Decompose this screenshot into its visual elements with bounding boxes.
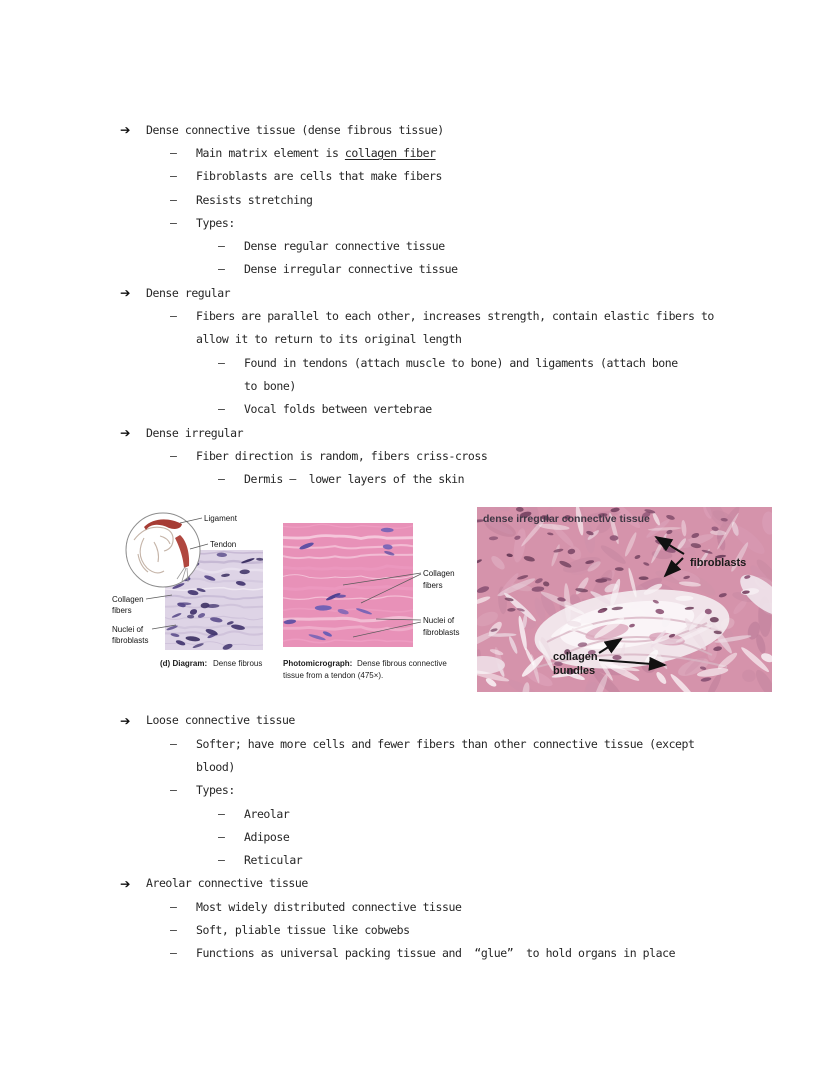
note-text: Types: [196, 783, 235, 798]
note-bullet [170, 211, 828, 234]
note-text: Fibers are parallel to each other, increases strength, contain elastic fibers to [196, 309, 714, 324]
dash-bullet-icon: – [170, 169, 177, 184]
svg-text:bundles: bundles [553, 664, 596, 677]
note-text: Found in tendons (attach muscle to bone) and ligaments (attach bone [244, 355, 678, 370]
arrow-bullet-icon: ➔ [120, 285, 131, 301]
collagen-fibers-label: Collagen [112, 594, 144, 604]
figure-dense-fibrous-diagram [98, 502, 273, 682]
collagen-bundles-label: collagen [553, 650, 598, 663]
note-bullet [170, 779, 828, 802]
note-bullet [170, 328, 828, 351]
note-text: Loose connective tissue [146, 713, 295, 728]
dash-bullet-icon: – [170, 215, 177, 230]
note-bullet [218, 849, 828, 872]
dash-bullet-icon: – [170, 946, 177, 961]
note-text: Soft, pliable tissue like cobwebs [196, 923, 410, 938]
photomicrograph-caption-bold: Photomicrograph: [283, 658, 353, 668]
note-text: Most widely distributed connective tissue [196, 899, 462, 914]
dash-bullet-icon: – [218, 806, 225, 821]
histology-title: dense irregular connective tissue [483, 512, 650, 525]
note-bullet [218, 467, 828, 490]
dash-bullet-icon: – [170, 783, 177, 798]
dash-bullet-icon: – [170, 923, 177, 938]
arrow-bullet-icon: ➔ [120, 425, 131, 440]
note-bullet [170, 141, 828, 164]
note-text: Softer; have more cells and fewer fibers than other connective tissue (except [196, 736, 695, 751]
dash-bullet-icon: – [170, 309, 177, 324]
note-heading [120, 281, 828, 304]
note-text: Dense irregular connective tissue [244, 262, 458, 277]
notes-section-bottom [0, 709, 828, 965]
figure-strip [112, 491, 826, 709]
note-text: blood) [196, 759, 235, 774]
note-text: Vocal folds between vertebrae [244, 402, 432, 417]
collagen-fibers-label: Collagen [423, 568, 455, 578]
note-text: Dense regular connective tissue [244, 239, 445, 254]
note-bullet [170, 895, 828, 918]
arrow-bullet-icon: ➔ [120, 122, 131, 138]
note-bullet [170, 732, 828, 755]
svg-text:fibroblasts: fibroblasts [112, 635, 149, 645]
note-text: allow it to return to its original length [196, 332, 462, 347]
notes-section-top [0, 0, 828, 491]
note-text: Adipose [244, 829, 290, 844]
note-bullet [218, 374, 828, 397]
note-bullet [218, 351, 828, 374]
note-text: Dense connective tissue (dense fibrous tissue) [146, 122, 444, 137]
fibroblasts-label: fibroblasts [690, 556, 747, 569]
note-text: Fiber direction is random, fibers criss-cross [196, 448, 488, 463]
note-text: Main matrix element is collagen fiber [196, 145, 436, 160]
note-text: to bone) [244, 378, 296, 393]
arrow-bullet-icon: ➔ [120, 875, 131, 891]
note-text: Areolar connective tissue [146, 876, 308, 891]
note-text: Dermis – lower layers of the skin [244, 472, 465, 487]
note-bullet [170, 444, 828, 467]
photomicrograph-caption-line2: tissue from a tendon (475×). [283, 670, 384, 680]
note-text: Functions as universal packing tissue and “glue” to hold organs in place [196, 946, 676, 961]
dash-bullet-icon: – [218, 472, 225, 487]
svg-text:fibers: fibers [112, 605, 132, 615]
note-bullet [170, 942, 828, 965]
note-bullet [218, 802, 828, 825]
ligament-label: Ligament [204, 513, 237, 523]
dash-bullet-icon: – [218, 239, 225, 254]
note-bullet [170, 304, 828, 327]
note-bullet [218, 234, 828, 257]
note-text: Dense regular [146, 285, 231, 300]
note-heading [120, 421, 828, 444]
figure-photomicrograph [281, 519, 476, 691]
tendon-label: Tendon [210, 539, 237, 549]
nuclei-fibroblasts-label: Nuclei of [423, 615, 455, 625]
figure-dense-irregular-histology [477, 507, 772, 692]
arrow-bullet-icon: ➔ [120, 712, 131, 728]
dash-bullet-icon: – [170, 736, 177, 751]
dash-bullet-icon: – [170, 899, 177, 914]
svg-text:fibroblasts: fibroblasts [423, 627, 460, 637]
dash-bullet-icon: – [170, 145, 177, 160]
note-bullet [170, 165, 828, 188]
note-heading [120, 709, 828, 732]
note-text: Resists stretching [196, 192, 313, 207]
nuclei-fibroblasts-label: Nuclei of [112, 624, 144, 634]
dash-bullet-icon: – [218, 853, 225, 868]
note-heading [120, 118, 828, 141]
note-text: Dense irregular [146, 425, 244, 440]
note-bullet [170, 755, 828, 778]
note-bullet [218, 258, 828, 281]
dash-bullet-icon: – [218, 829, 225, 844]
note-bullet [218, 398, 828, 421]
dash-bullet-icon: – [218, 262, 225, 277]
note-text: Fibroblasts are cells that make fibers [196, 169, 442, 184]
note-text: Reticular [244, 853, 303, 868]
note-heading [120, 872, 828, 895]
note-bullet [218, 825, 828, 848]
note-text: Areolar [244, 806, 290, 821]
photomicrograph-caption-line1: Dense fibrous connective [357, 658, 447, 668]
dash-bullet-icon: – [218, 355, 225, 370]
svg-text:fibers: fibers [423, 580, 443, 590]
note-bullet [170, 918, 828, 941]
dash-bullet-icon: – [218, 402, 225, 417]
diagram-caption: Dense fibrous [213, 658, 263, 668]
dash-bullet-icon: – [170, 192, 177, 207]
dash-bullet-icon: – [170, 448, 177, 463]
diagram-caption-bold: (d) Diagram: [160, 658, 208, 668]
note-text: Types: [196, 215, 235, 230]
note-bullet [170, 188, 828, 211]
